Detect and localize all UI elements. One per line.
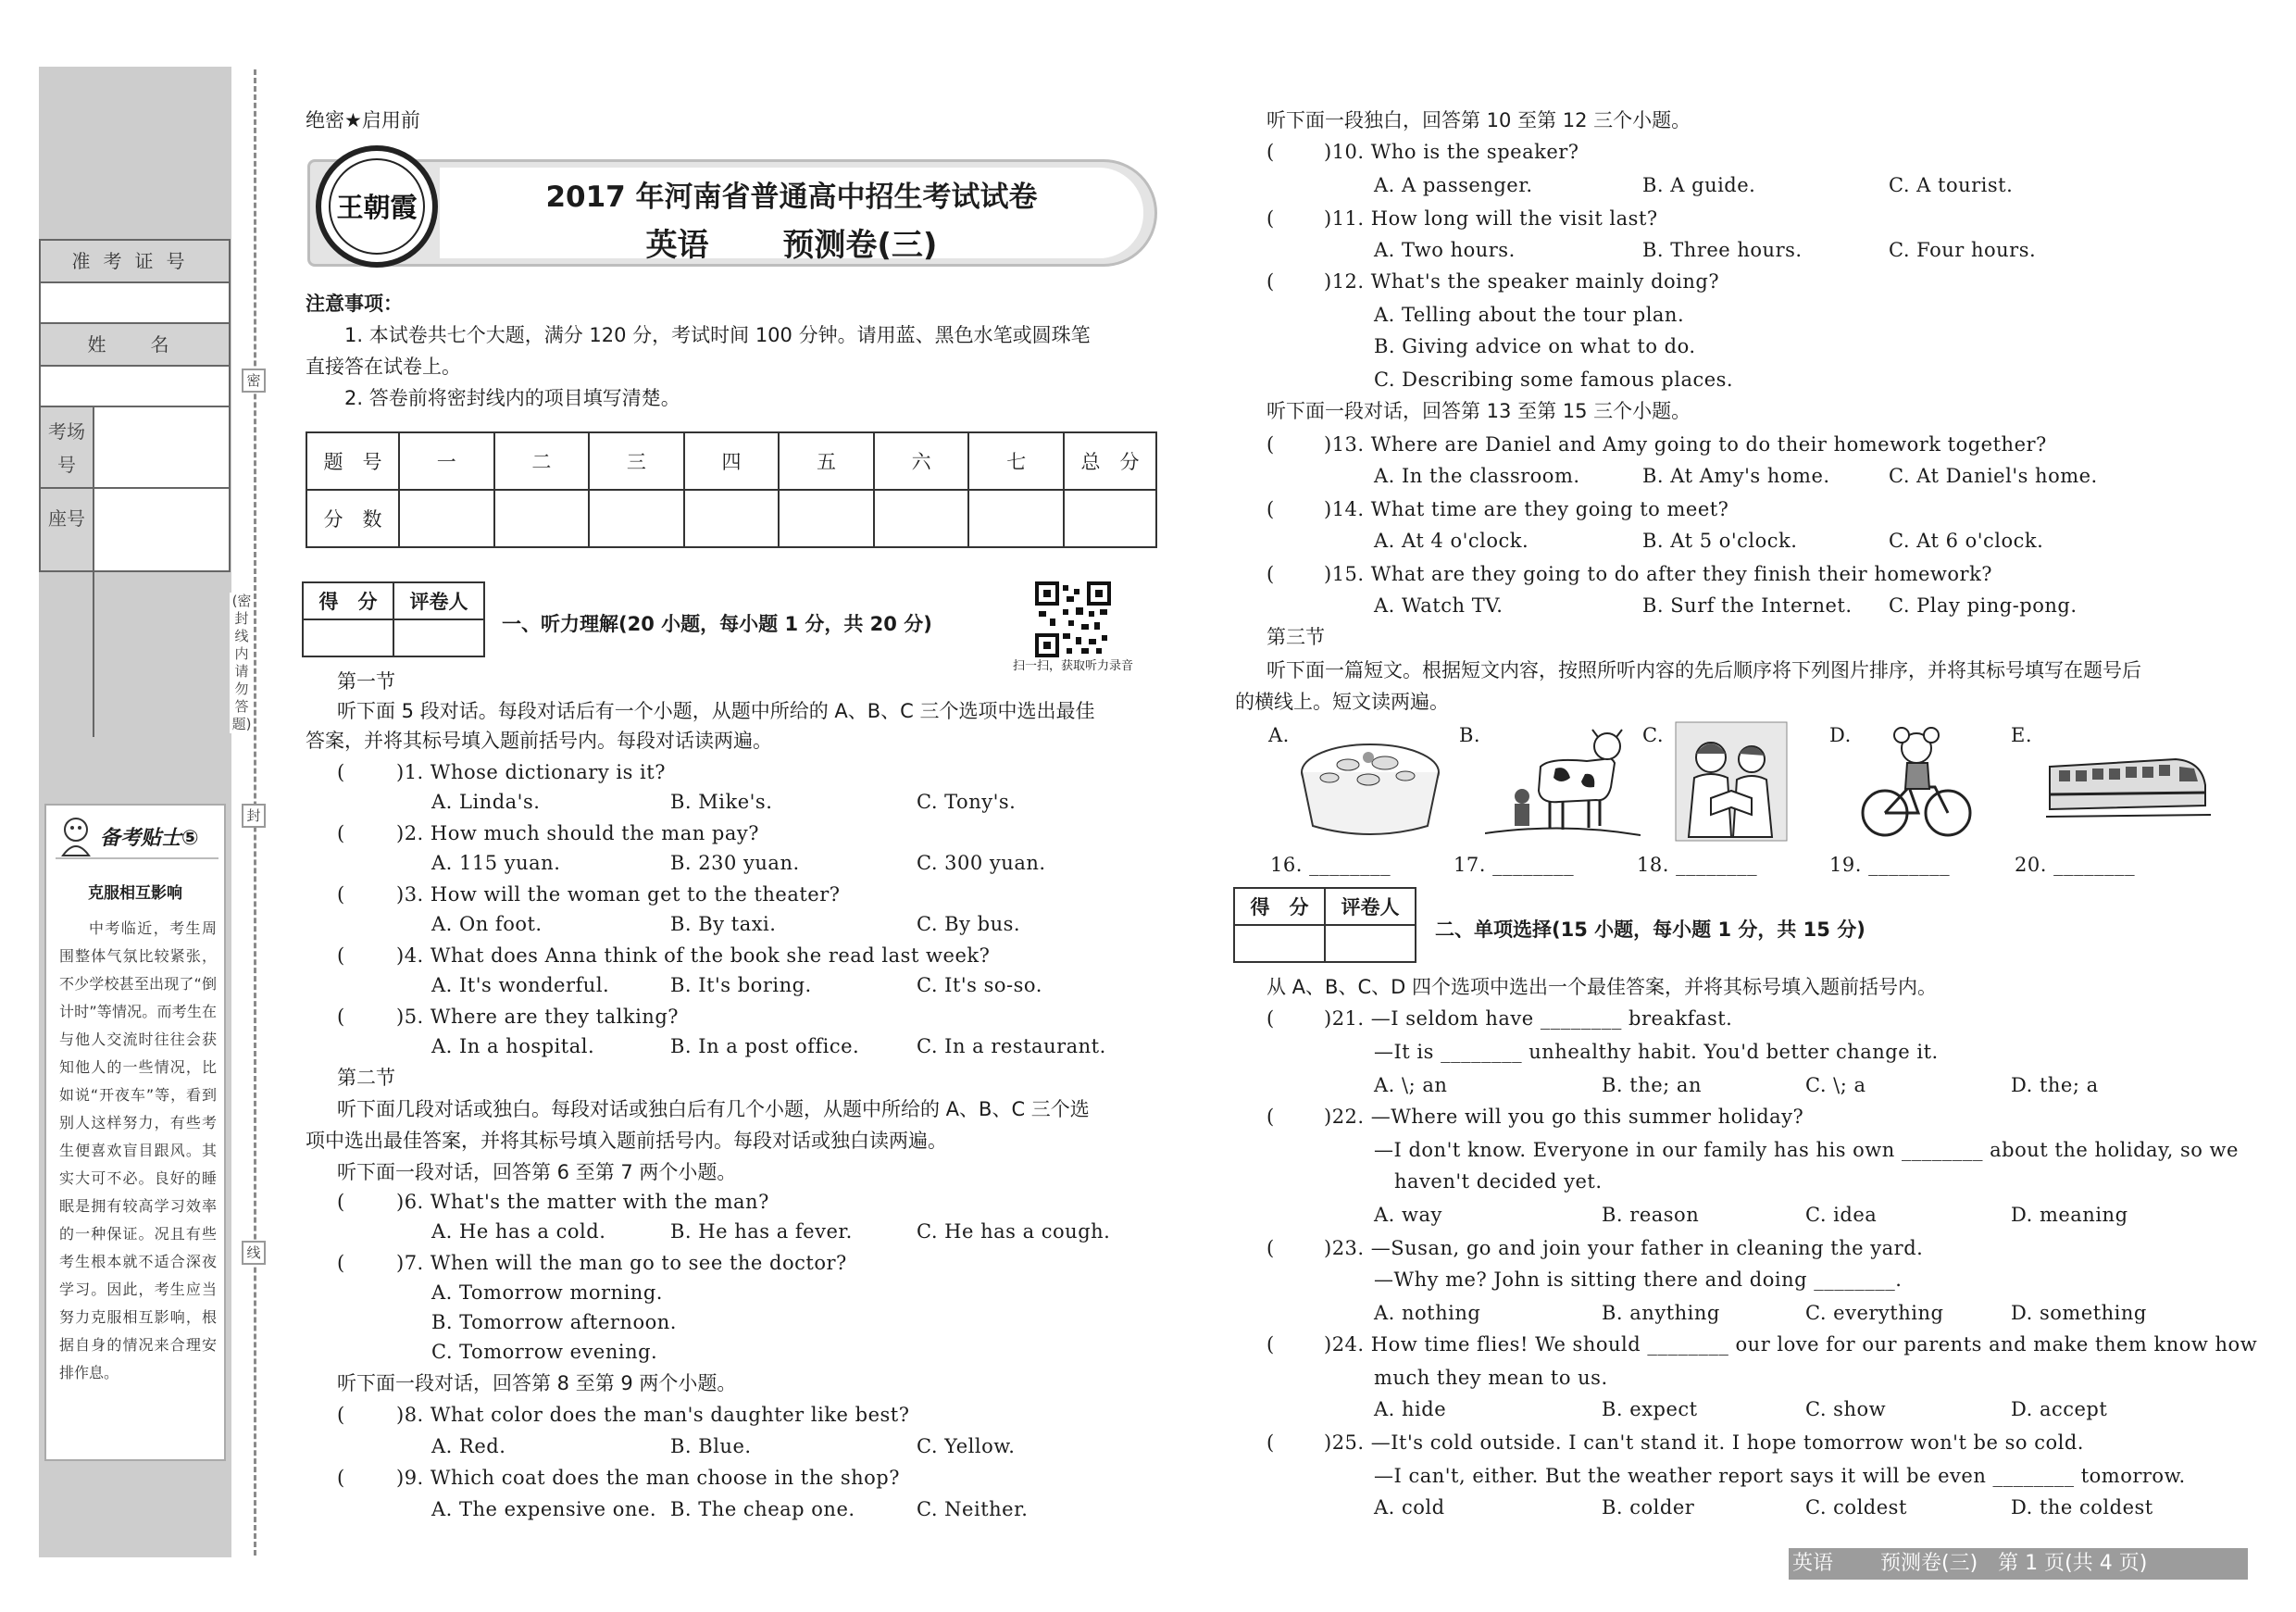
q2-option-a: A. 115 yuan.: [431, 852, 561, 874]
picture-label-d: D.: [1829, 724, 1852, 746]
q8-option-c: C. Yellow.: [917, 1435, 1016, 1457]
answer-paren[interactable]: (: [337, 1467, 345, 1489]
picture-label-b: B.: [1459, 724, 1481, 746]
question-25-line-2: —I can't, either. But the weather report says it will be even ________ tomorrow.: [1374, 1465, 2186, 1487]
notice-line-2: 2. 答卷前将密封线内的项目填写清楚。: [344, 387, 680, 409]
picture-e-train: [2046, 720, 2211, 843]
answer-blank-18[interactable]: 18. ________: [1637, 854, 1758, 876]
question-25: )25. —It's cold outside. I can't stand it. I hope tomorrow won't be so cold.: [1324, 1431, 2084, 1454]
q4-option-a: A. It's wonderful.: [431, 974, 610, 996]
notice-line-1: 1. 本试卷共七个大题，满分 120 分，考试时间 100 分钟。请用蓝、黑色水笔或圆珠笔: [344, 324, 1091, 346]
grader-person-label: 评卷人: [393, 582, 484, 619]
answer-blank-20[interactable]: 20. ________: [2015, 854, 2136, 876]
answer-paren[interactable]: (: [337, 1252, 345, 1274]
q6-option-a: A. He has a cold.: [431, 1220, 606, 1243]
score-col: 三: [589, 432, 684, 490]
score-col: 七: [968, 432, 1064, 490]
q11-option-b: B. Three hours.: [1642, 239, 1803, 261]
score-table: [306, 431, 1157, 548]
question-21: )21. —I seldom have ________ breakfast.: [1324, 1007, 1733, 1030]
q5-option-c: C. In a restaurant.: [917, 1035, 1106, 1057]
q7-option-a: A. Tomorrow morning.: [431, 1281, 663, 1304]
mascot-icon: [56, 815, 96, 857]
q24-option-c: C. show: [1805, 1398, 1887, 1420]
q10-option-a: A. A passenger.: [1374, 174, 1533, 196]
q14-option-b: B. At 5 o'clock.: [1642, 530, 1798, 552]
q8-option-a: A. Red.: [431, 1435, 506, 1457]
answer-paren[interactable]: (: [1267, 1333, 1275, 1356]
q3-option-c: C. By bus.: [917, 913, 1021, 935]
grader-person-label: 评卷人: [1325, 888, 1416, 925]
label-exam-room: 考场号: [48, 420, 85, 476]
q9-option-a: A. The expensive one.: [431, 1498, 657, 1520]
score-cell[interactable]: [589, 490, 684, 547]
group-10-12-instruction: 听下面一段独白，回答第 10 至第 12 三个小题。: [1267, 109, 1691, 131]
group-8-9-instruction: 听下面一段对话，回答第 8 至第 9 两个小题。: [337, 1372, 737, 1394]
q3-option-b: B. By taxi.: [670, 913, 777, 935]
q12-option-c: C. Describing some famous places.: [1374, 369, 1734, 391]
answer-blank-16[interactable]: 16. ________: [1270, 854, 1391, 876]
seal-mark-feng: 封: [242, 804, 266, 828]
question-22-line-2: —I don't know. Everyone in our family has his own ________ about the holiday, so we: [1374, 1139, 2239, 1161]
page-footer: 英语 预测卷(三) 第 1 页(共 4 页): [1789, 1548, 2248, 1580]
seal-note: (密封线内请勿答题): [230, 593, 254, 733]
q11-option-a: A. Two hours.: [1374, 239, 1516, 261]
question-23: )23. —Susan, go and join your father in cleaning the yard.: [1324, 1237, 1924, 1259]
exam-tip-box: [44, 804, 226, 1461]
picture-label-a: A.: [1268, 724, 1290, 746]
section3-title: 第三节: [1267, 626, 1325, 648]
q1-option-b: B. Mike's.: [670, 791, 773, 813]
section2-instruction-b: 项中选出最佳答案，并将其标号填入题前括号内。每段对话或独白读两遍。: [306, 1130, 947, 1152]
q24-option-b: B. expect: [1602, 1398, 1698, 1420]
grader-score-label: 得 分: [1234, 888, 1325, 925]
q10-option-b: B. A guide.: [1642, 174, 1756, 196]
q13-option-a: A. In the classroom.: [1374, 465, 1580, 487]
q5-option-a: A. In a hospital.: [431, 1035, 595, 1057]
picture-d-cycling-mouse: [1857, 720, 1976, 843]
q21-option-b: B. the; an: [1602, 1074, 1702, 1096]
section3-instruction-a: 听下面一篇短文。根据短文内容，按照所听内容的先后顺序将下列图片排序，并将其标号填写在题号后: [1267, 659, 2141, 681]
score-col: 四: [684, 432, 780, 490]
q4-option-c: C. It's so-so.: [917, 974, 1042, 996]
answer-paren[interactable]: (: [1267, 207, 1275, 230]
q9-option-c: C. Neither.: [917, 1498, 1029, 1520]
tip-body: 中考临近，考生周围整体气氛比较紧张，不少学校甚至出现了“倒计时”等情况。而考生在与他人交流时往往会获知他人的一些情况，比如说“开夜车”等，看到别人这样努力，有些考生便喜欢盲目跟风。其实大可不必。良好的睡眠是拥有较高学习效率的一种保证。况且有些考生根本就不适合深夜学习。因此，考生应当努力克服相互影响，根据自身的情况来合理安排作息。: [59, 919, 217, 1381]
score-col: 六: [874, 432, 969, 490]
question-24-line-2: much they mean to us.: [1374, 1367, 1608, 1389]
question-6: )6. What's the matter with the man?: [396, 1191, 769, 1213]
answer-paren[interactable]: (: [1267, 1431, 1275, 1454]
grader-box-part1: [302, 581, 485, 657]
answer-paren[interactable]: (: [337, 822, 345, 844]
q12-option-a: A. Telling about the tour plan.: [1374, 304, 1685, 326]
q22-option-c: C. idea: [1805, 1204, 1878, 1226]
score-table-row-label: 题 号: [306, 432, 399, 490]
q15-option-a: A. Watch TV.: [1374, 594, 1504, 617]
score-cell-total[interactable]: [1064, 490, 1156, 547]
tip-title: 备考贴士⑤: [100, 827, 199, 850]
grader-box-part2: [1233, 887, 1416, 963]
q24-option-d: D. accept: [2011, 1398, 2108, 1420]
q11-option-c: C. Four hours.: [1889, 239, 2037, 261]
answer-paren[interactable]: (: [1267, 141, 1275, 163]
q21-option-c: C. \; a: [1805, 1074, 1866, 1096]
q15-option-b: B. Surf the Internet.: [1642, 594, 1853, 617]
part1-title: 一、听力理解(20 小题，每小题 1 分，共 20 分): [502, 613, 932, 635]
q21-option-a: A. \; an: [1374, 1074, 1448, 1096]
q1-option-c: C. Tony's.: [917, 791, 1017, 813]
tip-subtitle: 克服相互影响: [88, 884, 182, 903]
label-seat: 座号: [48, 507, 85, 530]
question-10: )10. Who is the speaker?: [1324, 141, 1579, 163]
group-13-15-instruction: 听下面一段对话，回答第 13 至第 15 三个小题。: [1267, 400, 1691, 422]
section2-instruction-a: 听下面几段对话或独白。每段对话或独白后有几个小题，从题中所给的 A、B、C 三个选: [337, 1098, 1090, 1120]
q5-option-b: B. In a post office.: [670, 1035, 860, 1057]
answer-paren[interactable]: (: [337, 1404, 345, 1426]
score-cell[interactable]: [874, 490, 969, 547]
q23-option-c: C. everything: [1805, 1302, 1944, 1324]
score-cell[interactable]: [684, 490, 780, 547]
picture-a-dinner-table: [1292, 720, 1448, 843]
answer-paren[interactable]: (: [1267, 1007, 1275, 1030]
q14-option-c: C. At 6 o'clock.: [1889, 530, 2044, 552]
q3-option-a: A. On foot.: [431, 913, 543, 935]
answer-blank-17[interactable]: 17. ________: [1454, 854, 1575, 876]
confidential-mark: 绝密★启用前: [306, 109, 420, 131]
score-cell[interactable]: [968, 490, 1064, 547]
section3-instruction-b: 的横线上。短文读两遍。: [1235, 691, 1449, 713]
answer-paren[interactable]: (: [1267, 1237, 1275, 1259]
q12-option-b: B. Giving advice on what to do.: [1374, 335, 1696, 357]
question-9: )9. Which coat does the man choose in the shop?: [396, 1467, 900, 1489]
tip-header: [56, 813, 218, 859]
q23-option-b: B. anything: [1602, 1302, 1720, 1324]
answer-paren[interactable]: (: [1267, 498, 1275, 520]
notice-title: 注意事项：: [306, 293, 403, 315]
q22-option-a: A. way: [1374, 1204, 1442, 1226]
answer-paren[interactable]: (: [1267, 433, 1275, 456]
score-col-total: 总 分: [1064, 432, 1156, 490]
question-24: )24. How time flies! We should ________ our love for our parents and make them know how: [1324, 1333, 2258, 1356]
q13-option-b: B. At Amy's home.: [1642, 465, 1830, 487]
name-field[interactable]: [41, 367, 229, 406]
section1-title: 第一节: [337, 670, 395, 693]
q7-option-b: B. Tomorrow afternoon.: [431, 1311, 677, 1333]
question-7: )7. When will the man go to see the doctor?: [396, 1252, 847, 1274]
section1-instruction-b: 答案，并将其标号填入题前括号内。每段对话读两遍。: [306, 730, 772, 752]
q6-option-b: B. He has a fever.: [670, 1220, 853, 1243]
q23-option-d: D. something: [2011, 1302, 2147, 1324]
seat-field[interactable]: [94, 489, 229, 569]
section2-title: 第二节: [337, 1067, 395, 1089]
score-col: 五: [779, 432, 874, 490]
score-col: 二: [494, 432, 590, 490]
q25-option-c: C. coldest: [1805, 1496, 1907, 1518]
part2-title: 二、单项选择(15 小题，每小题 1 分，共 15 分): [1435, 918, 1866, 941]
q24-option-a: A. hide: [1374, 1398, 1447, 1420]
question-14: )14. What time are they going to meet?: [1324, 498, 1729, 520]
grader-score-cell[interactable]: [303, 619, 393, 656]
q10-option-c: C. A tourist.: [1889, 174, 2014, 196]
answer-paren[interactable]: (: [337, 883, 345, 906]
score-col: 一: [399, 432, 494, 490]
q14-option-a: A. At 4 o'clock.: [1374, 530, 1529, 552]
score-cell[interactable]: [494, 490, 590, 547]
exam-id-field[interactable]: [41, 283, 229, 322]
q7-option-c: C. Tomorrow evening.: [431, 1341, 658, 1363]
q2-option-c: C. 300 yuan.: [917, 852, 1046, 874]
q21-option-d: D. the; a: [2011, 1074, 2099, 1096]
q23-option-a: A. nothing: [1374, 1302, 1481, 1324]
answer-paren[interactable]: (: [337, 1006, 345, 1028]
score-table-score-row: [306, 490, 1156, 547]
q25-option-b: B. colder: [1602, 1496, 1695, 1518]
answer-paren[interactable]: (: [337, 1191, 345, 1213]
score-row-label: 分 数: [306, 490, 399, 547]
notice-line-1b: 直接答在试卷上。: [306, 356, 461, 378]
score-cell[interactable]: [399, 490, 494, 547]
q22-option-b: B. reason: [1602, 1204, 1700, 1226]
q2-option-b: B. 230 yuan.: [670, 852, 800, 874]
seal-mark-xian: 线: [242, 1241, 266, 1265]
picture-b-cow-and-boy: [1485, 720, 1641, 843]
section1-instruction-a: 听下面 5 段对话。每段对话后有一个小题，从题中所给的 A、B、C 三个选项中选出最佳: [337, 700, 1095, 722]
picture-label-c: C.: [1642, 724, 1664, 746]
question-12: )12. What's the speaker mainly doing?: [1324, 270, 1720, 293]
grader-score-cell[interactable]: [1234, 925, 1325, 962]
answer-paren[interactable]: (: [337, 761, 345, 783]
q6-option-c: C. He has a cough.: [917, 1220, 1111, 1243]
q25-option-a: A. cold: [1374, 1496, 1445, 1518]
part2-instruction: 从 A、B、C、D 四个选项中选出一个最佳答案，并将其标号填入题前括号内。: [1267, 976, 1937, 998]
question-3: )3. How will the woman get to the theater?: [396, 883, 841, 906]
q15-option-c: C. Play ping-pong.: [1889, 594, 2078, 617]
grader-person-cell[interactable]: [393, 619, 484, 656]
group-6-7-instruction: 听下面一段对话，回答第 6 至第 7 两个小题。: [337, 1161, 737, 1183]
q22-option-d: D. meaning: [2011, 1204, 2128, 1226]
q8-option-b: B. Blue.: [670, 1435, 752, 1457]
question-8: )8. What color does the man's daughter like best?: [396, 1404, 910, 1426]
qr-code-icon[interactable]: [1035, 581, 1111, 657]
grader-score-label: 得 分: [303, 582, 393, 619]
q9-option-b: B. The cheap one.: [670, 1498, 855, 1520]
q13-option-c: C. At Daniel's home.: [1889, 465, 2098, 487]
answer-paren[interactable]: (: [1267, 563, 1275, 585]
answer-paren[interactable]: (: [1267, 1106, 1275, 1128]
label-name: 姓 名: [41, 324, 229, 365]
question-23-line-2: —Why me? John is sitting there and doing ________.: [1374, 1268, 1903, 1291]
picture-c-reading-together: [1674, 720, 1789, 843]
question-21-line-2: —It is ________ unhealthy habit. You'd better change it.: [1374, 1041, 1939, 1063]
answer-paren[interactable]: (: [337, 944, 345, 967]
exam-subtitle: 英语 预测卷(三): [645, 227, 938, 264]
seal-mark-mi: 密: [242, 369, 266, 393]
exam-room-field[interactable]: [94, 407, 229, 487]
question-11: )11. How long will the visit last?: [1324, 207, 1658, 230]
picture-label-e: E.: [2011, 724, 2033, 746]
question-2: )2. How much should the man pay?: [396, 822, 760, 844]
exam-title: 2017 年河南省普通高中招生考试试卷: [545, 181, 1038, 214]
grader-person-cell[interactable]: [1325, 925, 1416, 962]
answer-paren[interactable]: (: [1267, 270, 1275, 293]
score-table-header-row: [306, 432, 1156, 490]
candidate-info-box: [39, 239, 231, 572]
qr-caption: 扫一扫，获取听力录音: [1013, 659, 1134, 673]
publisher-seal-logo: 王朝霞: [316, 145, 438, 268]
label-exam-id: 准考证号: [41, 241, 229, 281]
q1-option-a: A. Linda's.: [431, 791, 541, 813]
question-1: )1. Whose dictionary is it?: [396, 761, 666, 783]
question-22-line-3: haven't decided yet.: [1394, 1170, 1603, 1193]
question-4: )4. What does Anna think of the book she read last week?: [396, 944, 991, 967]
question-13: )13. Where are Daniel and Amy going to do their homework together?: [1324, 433, 2047, 456]
question-22: )22. —Where will you go this summer holiday?: [1324, 1106, 1804, 1128]
question-15: )15. What are they going to do after they finish their homework?: [1324, 563, 1993, 585]
q25-option-d: D. the coldest: [2011, 1496, 2153, 1518]
q4-option-b: B. It's boring.: [670, 974, 812, 996]
answer-blank-19[interactable]: 19. ________: [1829, 854, 1951, 876]
title-banner: [307, 159, 1157, 267]
question-5: )5. Where are they talking?: [396, 1006, 680, 1028]
score-cell[interactable]: [779, 490, 874, 547]
